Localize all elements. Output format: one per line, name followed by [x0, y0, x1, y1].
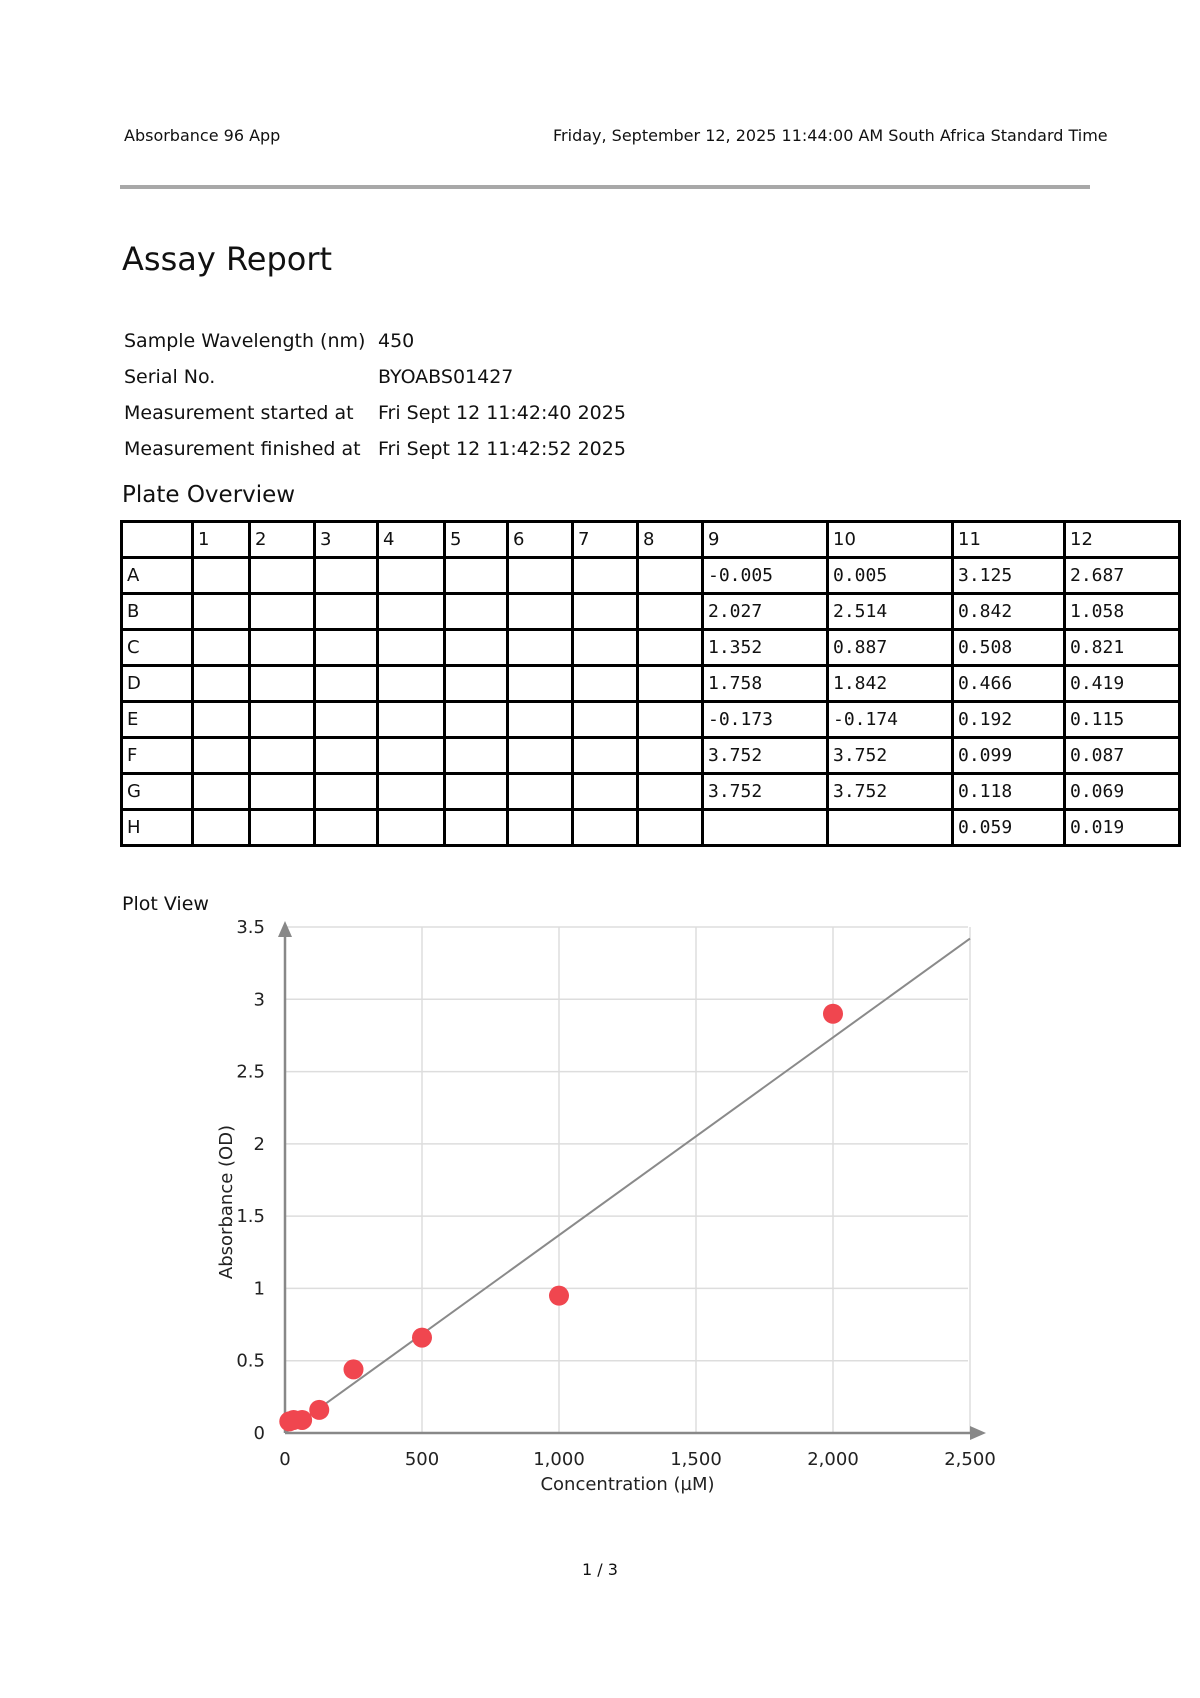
plate-well-cell: [250, 738, 315, 774]
plate-column-header: 9: [703, 522, 828, 558]
plate-well-cell: [638, 594, 703, 630]
y-tick-label: 2.5: [236, 1061, 265, 1083]
plate-well-cell: [378, 738, 445, 774]
data-point: [823, 1004, 843, 1024]
plate-well-cell: 3.752: [703, 774, 828, 810]
plate-well-cell: [193, 594, 250, 630]
meta-label: Sample Wavelength (nm): [124, 330, 366, 352]
plate-row: [122, 558, 1180, 594]
plate-well-cell: 1.352: [703, 630, 828, 666]
report-title: Assay Report: [122, 240, 333, 278]
meta-row-finished: [124, 431, 626, 467]
plate-well-cell: 0.118: [953, 774, 1065, 810]
plate-well-cell: [193, 810, 250, 846]
x-tick-label: 0: [279, 1449, 291, 1470]
plate-row: [122, 702, 1180, 738]
plate-well-cell: [638, 666, 703, 702]
plate-row-label: D: [122, 666, 193, 702]
plate-well-cell: [250, 558, 315, 594]
plate-well-cell: [250, 666, 315, 702]
plate-column-header: 7: [573, 522, 638, 558]
header-divider: [120, 185, 1090, 189]
plate-well-cell: 0.005: [828, 558, 953, 594]
x-axis-arrow: [970, 1426, 986, 1440]
plate-well-cell: -0.005: [703, 558, 828, 594]
plate-row: [122, 774, 1180, 810]
plate-well-cell: [508, 702, 573, 738]
plate-well-cell: [378, 558, 445, 594]
plate-well-cell: 0.099: [953, 738, 1065, 774]
plate-well-cell: 0.019: [1065, 810, 1180, 846]
plate-well-cell: [250, 702, 315, 738]
plate-column-header: 3: [315, 522, 378, 558]
plate-well-cell: [508, 558, 573, 594]
plate-well-cell: [573, 666, 638, 702]
plate-well-cell: [703, 810, 828, 846]
meta-row-started: [124, 395, 626, 431]
plate-well-cell: [445, 774, 508, 810]
y-tick-label: 2: [253, 1133, 265, 1155]
plate-well-cell: [508, 630, 573, 666]
plate-well-cell: 3.752: [828, 738, 953, 774]
plate-well-cell: [315, 630, 378, 666]
plate-row: [122, 594, 1180, 630]
meta-label: Measurement started at: [124, 402, 354, 424]
plate-row: [122, 666, 1180, 702]
x-tick-label: 500: [404, 1449, 440, 1470]
plate-well-cell: 0.842: [953, 594, 1065, 630]
data-point: [309, 1400, 329, 1420]
x-tick-label: 1,000: [533, 1449, 585, 1470]
plate-well-cell: [250, 810, 315, 846]
plate-well-cell: 0.069: [1065, 774, 1180, 810]
plate-row-label: F: [122, 738, 193, 774]
measurement-info: [124, 323, 626, 467]
meta-row-wavelength: [124, 323, 626, 359]
plate-corner-cell: [122, 522, 193, 558]
app-name: Absorbance 96 App: [124, 126, 281, 145]
plate-well-cell: 3.125: [953, 558, 1065, 594]
plate-well-cell: [378, 774, 445, 810]
plate-well-cell: [378, 666, 445, 702]
plate-well-cell: [445, 594, 508, 630]
plate-column-header: 1: [193, 522, 250, 558]
y-tick-label: 0.5: [236, 1350, 265, 1372]
x-axis-title: Concentration (µM): [540, 1474, 715, 1495]
plate-well-cell: 1.058: [1065, 594, 1180, 630]
plate-well-cell: [638, 702, 703, 738]
plate-well-cell: [193, 630, 250, 666]
plate-well-cell: [315, 702, 378, 738]
plate-well-cell: 3.752: [828, 774, 953, 810]
plate-well-cell: [193, 558, 250, 594]
plate-column-header: 11: [953, 522, 1065, 558]
plate-well-cell: 3.752: [703, 738, 828, 774]
plate-well-cell: 0.087: [1065, 738, 1180, 774]
plate-column-header: 12: [1065, 522, 1180, 558]
x-tick-label: 2,500: [944, 1449, 996, 1470]
meta-label: Serial No.: [124, 366, 216, 388]
x-tick-label: 2,000: [807, 1449, 859, 1470]
plate-well-cell: 1.842: [828, 666, 953, 702]
trend-line: [285, 939, 970, 1433]
plate-well-cell: -0.173: [703, 702, 828, 738]
plate-well-cell: [638, 630, 703, 666]
plate-row-label: G: [122, 774, 193, 810]
plate-well-cell: [573, 630, 638, 666]
plate-header-row: [122, 522, 1180, 558]
page-number: 1 / 3: [582, 1560, 618, 1579]
plate-row: [122, 630, 1180, 666]
plate-well-cell: 0.821: [1065, 630, 1180, 666]
plate-overview-title: Plate Overview: [122, 482, 296, 508]
plate-well-cell: [378, 630, 445, 666]
plate-well-cell: 2.687: [1065, 558, 1180, 594]
plate-well-cell: [638, 774, 703, 810]
meta-value: 450: [378, 330, 415, 352]
plate-well-cell: 0.192: [953, 702, 1065, 738]
absorbance-scatter-chart: [200, 915, 1020, 1505]
plate-well-cell: 0.059: [953, 810, 1065, 846]
plate-well-cell: [573, 810, 638, 846]
plate-well-cell: [250, 594, 315, 630]
plate-well-cell: [445, 558, 508, 594]
plate-well-cell: [508, 774, 573, 810]
plate-well-cell: [378, 594, 445, 630]
meta-row-serial: [124, 359, 626, 395]
plate-well-cell: [638, 810, 703, 846]
data-point: [292, 1410, 312, 1430]
y-tick-label: 1: [253, 1278, 265, 1300]
plate-well-cell: [315, 810, 378, 846]
plate-row-label: B: [122, 594, 193, 630]
meta-value: Fri Sept 12 11:42:40 2025: [378, 402, 626, 424]
y-tick-label: 3: [253, 989, 265, 1011]
plate-row-label: H: [122, 810, 193, 846]
data-point: [344, 1359, 364, 1379]
plate-row: [122, 738, 1180, 774]
plate-well-cell: [508, 738, 573, 774]
plate-well-cell: [445, 630, 508, 666]
plate-well-cell: [573, 594, 638, 630]
plate-well-cell: [250, 630, 315, 666]
plate-well-cell: [573, 738, 638, 774]
plate-well-cell: [250, 774, 315, 810]
plate-well-cell: 2.027: [703, 594, 828, 630]
plate-well-cell: [193, 702, 250, 738]
y-tick-label: 1.5: [236, 1206, 265, 1228]
y-tick-label: 3.5: [236, 917, 265, 938]
plot-view-title: Plot View: [122, 893, 209, 915]
plate-well-cell: [445, 738, 508, 774]
y-axis-arrow: [278, 921, 292, 937]
data-point: [549, 1286, 569, 1306]
plate-well-cell: [315, 558, 378, 594]
meta-value: BYOABS01427: [378, 366, 514, 388]
plate-row-label: E: [122, 702, 193, 738]
plate-well-cell: [638, 738, 703, 774]
plate-well-cell: 0.115: [1065, 702, 1180, 738]
x-tick-label: 1,500: [670, 1449, 722, 1470]
plate-well-cell: 0.508: [953, 630, 1065, 666]
plate-well-cell: 0.466: [953, 666, 1065, 702]
plate-well-cell: [445, 810, 508, 846]
plate-well-cell: 0.887: [828, 630, 953, 666]
plate-column-header: 8: [638, 522, 703, 558]
plate-well-cell: [193, 774, 250, 810]
plate-row-label: C: [122, 630, 193, 666]
plate-well-cell: [573, 702, 638, 738]
plate-row: [122, 810, 1180, 846]
plate-column-header: 6: [508, 522, 573, 558]
plate-well-cell: [193, 738, 250, 774]
plate-well-cell: [315, 666, 378, 702]
plate-well-cell: [315, 774, 378, 810]
plate-well-cell: [508, 594, 573, 630]
plate-well-cell: [315, 738, 378, 774]
plate-well-cell: [508, 810, 573, 846]
plate-column-header: 10: [828, 522, 953, 558]
plate-well-cell: [193, 666, 250, 702]
plate-well-cell: [445, 666, 508, 702]
plate-well-cell: [573, 558, 638, 594]
plate-well-cell: 2.514: [828, 594, 953, 630]
y-axis-title: Absorbance (OD): [216, 1124, 237, 1280]
plate-well-cell: -0.174: [828, 702, 953, 738]
plate-well-cell: [315, 594, 378, 630]
plate-column-header: 2: [250, 522, 315, 558]
plate-well-cell: [445, 702, 508, 738]
y-tick-label: 0: [253, 1423, 265, 1444]
plate-well-cell: [638, 558, 703, 594]
plate-overview-table: [120, 520, 1181, 847]
plate-column-header: 5: [445, 522, 508, 558]
meta-label: Measurement finished at: [124, 438, 361, 460]
plate-well-cell: 0.419: [1065, 666, 1180, 702]
plate-well-cell: [828, 810, 953, 846]
data-point: [412, 1328, 432, 1348]
report-datetime: Friday, September 12, 2025 11:44:00 AM South Africa Standard Time: [553, 126, 1108, 145]
plate-well-cell: 1.758: [703, 666, 828, 702]
plate-well-cell: [508, 666, 573, 702]
plate-column-header: 4: [378, 522, 445, 558]
meta-value: Fri Sept 12 11:42:52 2025: [378, 438, 626, 460]
plate-well-cell: [573, 774, 638, 810]
plate-well-cell: [378, 810, 445, 846]
plate-row-label: A: [122, 558, 193, 594]
plate-well-cell: [378, 702, 445, 738]
